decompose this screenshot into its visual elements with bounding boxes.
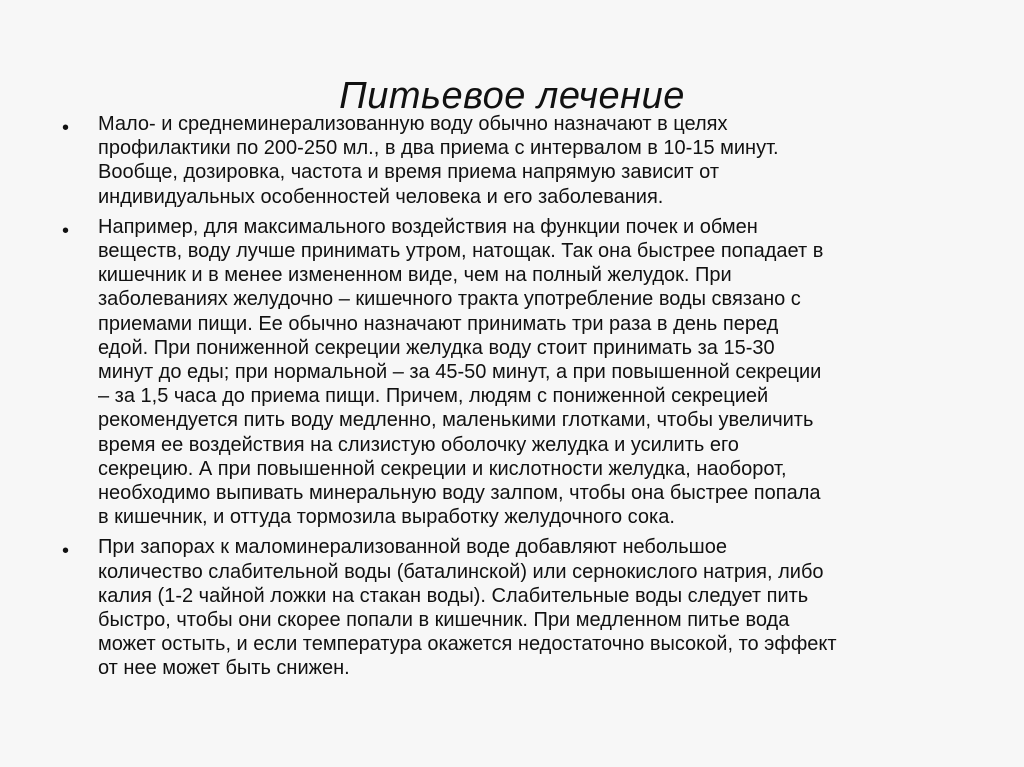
bullet-marker: •	[62, 117, 70, 139]
bullet-text-line: может остыть, и если температура окажется недостаточно высокой, то эффект	[98, 633, 837, 656]
bullet-text-line: приемами пищи. Ее обычно назначают принимать три раза в день перед	[98, 312, 779, 335]
bullet-text-line: минут до еды; при нормальной – за 45-50 минут, а при повышенной секреции	[98, 361, 822, 384]
bullet-text-line: При запорах к маломинерализованной воде добавляют небольшое	[98, 536, 727, 559]
bullet-text-line: калия (1-2 чайной ложки на стакан воды). Слабительные воды следует пить	[98, 584, 809, 607]
bullet-text-line: едой. При пониженной секреции желудка воду стоит принимать за 15-30	[98, 336, 775, 359]
bullet-text-line: Вообще, дозировка, частота и время приема напрямую зависит от	[98, 161, 719, 184]
bullet-text	[98, 215, 978, 530]
bullet-text-line: профилактики по 200-250 мл., в два приема с интервалом в 10-15 минут.	[98, 137, 779, 160]
bullet-text-line: заболеваниях желудочно – кишечного тракта употребление воды связано с	[98, 288, 801, 311]
bullet-text-line: от нее может быть снижен.	[98, 657, 350, 680]
bullet-text-line: секрецию. А при повышенной секреции и кислотности желудка, наоборот,	[98, 457, 787, 480]
bullet-marker: •	[62, 219, 70, 242]
bullet-text-line: время ее воздействия на слизистую оболочку желудка и усилить его	[98, 433, 739, 456]
bullet-text-line: рекомендуется пить воду медленно, маленькими глотками, чтобы увеличить	[98, 409, 814, 432]
slide-title: Питьевое лечение	[339, 75, 685, 118]
bullet-text-line: веществ, воду лучше принимать утром, натощак. Так она быстрее попадает в	[98, 240, 824, 263]
bullet-text-line: Например, для максимального воздействия на функции почек и обмен	[98, 215, 758, 238]
bullet-text	[98, 535, 978, 680]
bullet-text-line: Мало- и среднеминерализованную воду обычно назначают в целях	[98, 113, 728, 135]
bullet-item	[58, 112, 978, 209]
bullet-text-line: индивидуальных особенностей человека и его заболевания.	[98, 185, 664, 208]
bullet-text-line: кишечник и в менее измененном виде, чем на полный желудок. При	[98, 264, 732, 287]
bullet-marker: •	[62, 540, 70, 563]
bullet-text-line: необходимо выпивать минеральную воду залпом, чтобы она быстрее попала	[98, 482, 821, 505]
bullet-list	[58, 112, 978, 687]
bullet-text-line: быстро, чтобы они скорее попали в кишечник. При медленном питье вода	[98, 609, 790, 632]
bullet-text-line: – за 1,5 часа до приема пищи. Причем, людям с пониженной секрецией	[98, 385, 769, 408]
bullet-text-line: количество слабительной воды (баталинской) или сернокислого натрия, либо	[98, 560, 824, 583]
bullet-text-line: в кишечник, и оттуда тормозила выработку желудочного сока.	[98, 506, 675, 529]
bullet-text	[98, 112, 978, 209]
bullet-item	[58, 215, 978, 530]
bullet-item	[58, 535, 978, 680]
